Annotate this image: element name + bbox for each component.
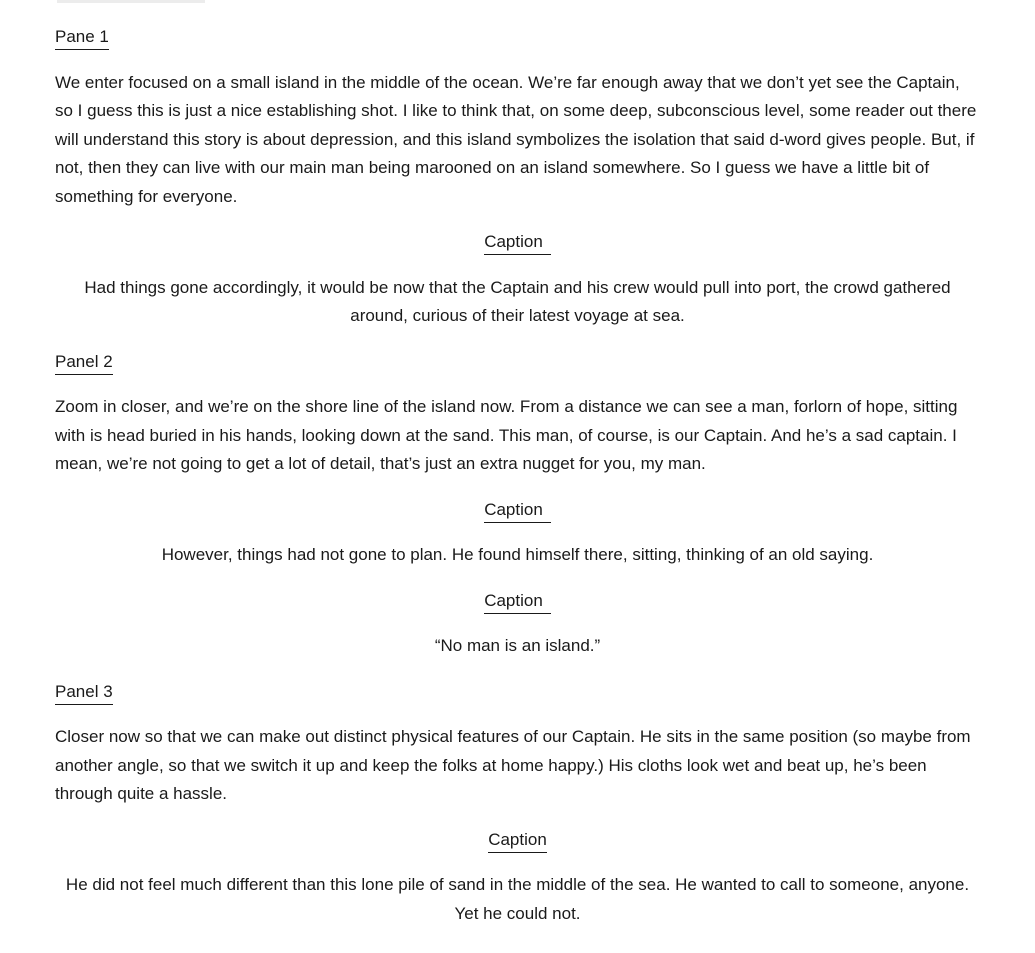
panel3-caption-text: He did not feel much different than this lone pile of sand in the middle of the sea. He wanted to call to someone, anyone. Yet he could not. — [65, 875, 970, 923]
panel1-heading — [55, 23, 980, 52]
panel2-caption1-text: However, things had not gone to plan. He found himself there, sitting, thinking of an old saying. — [161, 545, 874, 564]
panel2-caption2-text: “No man is an island.” — [434, 636, 601, 655]
panel2-heading-label: Panel 2 — [55, 350, 113, 375]
panel1-heading-label: Pane 1 — [55, 25, 109, 50]
panel2-caption2-heading-label: Caption — [484, 589, 551, 614]
panel1-caption-heading-label: Caption — [484, 230, 551, 255]
panel3-heading-label: Panel 3 — [55, 680, 113, 705]
panel2-description: Zoom in closer, and we’re on the shore line of the island now. From a distance we can see a man, forlorn of hope, sitting with is head buried in his hands, looking down at the sand. This man, of course, is our Captain. And he’s a sad captain. I mean, we’re not going to get a lot of detail, that’s just an extra nugget for you, my man. — [55, 397, 958, 473]
panel3-heading — [55, 678, 980, 707]
panel2-heading — [55, 348, 980, 377]
panel1-caption-heading — [55, 228, 980, 257]
panel2-caption1-heading-label: Caption — [484, 498, 551, 523]
panel2-caption1-heading — [55, 496, 980, 525]
panel3-caption-heading — [55, 826, 980, 855]
panel1-caption-text: Had things gone accordingly, it would be now that the Captain and his crew would pull into port, the crowd gathered around, curious of their latest voyage at sea. — [84, 277, 951, 325]
panel3-description: Closer now so that we can make out distinct physical features of our Captain. He sits in the same position (so maybe from another angle, so that we switch it up and keep the folks at home happy.) His cloths look wet and beat up, he’s been through quite a hassle. — [55, 727, 971, 803]
panel1-description: We enter focused on a small island in the middle of the ocean. We’re far enough away that we don’t yet see the Captain, so I guess this is just a nice establishing shot. I like to think that, on some deep, subconscious level, some reader out there will understand this story is about depression, and this island symbolizes the isolation that said d-word gives people. But, if not, then they can live with our main man being marooned on an island somewhere. So I guess we have a little bit of something for everyone. — [55, 72, 977, 206]
panel2-caption2-heading — [55, 587, 980, 616]
script-document — [55, 23, 980, 945]
panel3-caption-heading-label: Caption — [488, 828, 547, 853]
clipped-previous-line-fragment — [57, 0, 205, 3]
